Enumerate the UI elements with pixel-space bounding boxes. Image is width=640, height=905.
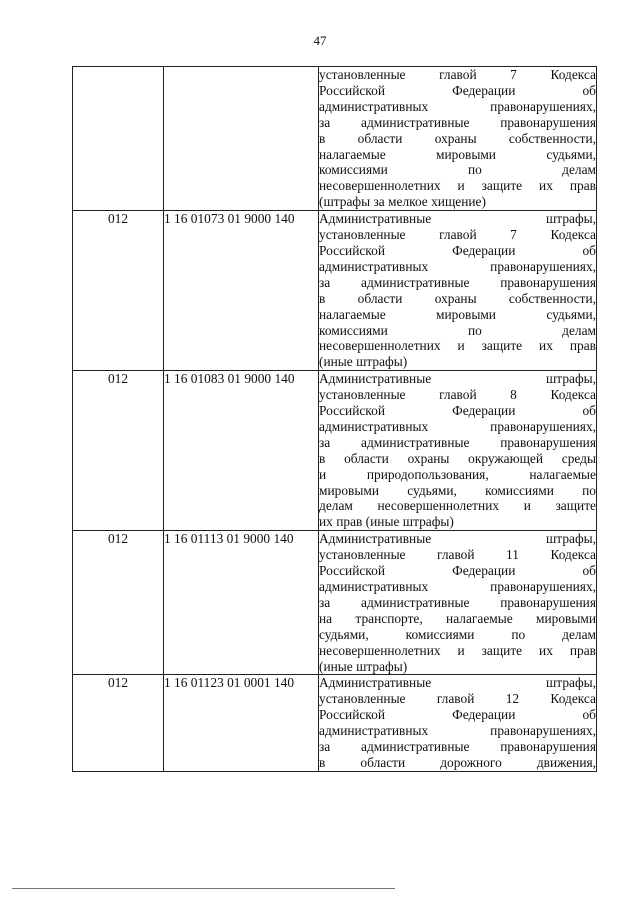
budget-classification-code-cell: 1 16 01073 01 9000 140: [164, 211, 319, 371]
admin-code-cell: [73, 67, 164, 211]
table-row: [73, 67, 597, 211]
revenue-description-cell: [319, 371, 597, 531]
description-line: (штрафы за мелкое хищение): [319, 194, 486, 210]
description-line: в области охраны окружающей среды: [319, 450, 596, 466]
description-line: административных правонарушениях,: [319, 418, 596, 434]
description-line: Административные штрафы,: [319, 211, 596, 227]
table-row: [73, 531, 597, 675]
description-line: административных правонарушениях,: [319, 579, 596, 594]
admin-code-cell: 012: [73, 675, 164, 771]
description-line: мировыми судьями, комиссиями по: [319, 482, 596, 498]
description-line: установленные главой 11 Кодекса: [319, 547, 596, 563]
description-line: Административные штрафы,: [319, 675, 596, 691]
description-line: их прав (иные штрафы): [319, 514, 454, 530]
description-line: за административные правонарушения: [319, 114, 596, 130]
description-line: за административные правонарушения: [319, 274, 596, 290]
description-line: несовершеннолетних и защите их прав: [319, 642, 596, 658]
description-line: в области охраны собственности,: [319, 290, 596, 306]
table-row: [73, 211, 597, 371]
budget-classification-code-cell: 1 16 01083 01 9000 140: [164, 371, 319, 531]
description-line: комиссиями по делам: [319, 162, 596, 178]
description-line: (иные штрафы): [319, 354, 408, 370]
budget-classification-code-cell: 1 16 01113 01 9000 140: [164, 531, 319, 675]
description-line: в области охраны собственности,: [319, 130, 596, 146]
revenue-description-cell: [319, 531, 597, 675]
description-line: Административные штрафы,: [319, 531, 596, 547]
description-line: установленные главой 7 Кодекса: [319, 227, 596, 243]
description-line: установленные главой 12 Кодекса: [319, 691, 596, 707]
description-line: (иные штрафы): [319, 658, 408, 674]
table-row: [73, 675, 597, 771]
description-line: установленные главой 8 Кодекса: [319, 387, 596, 403]
description-line: Российской Федерации об: [319, 707, 596, 723]
description-line: установленные главой 7 Кодекса: [319, 67, 596, 82]
description-line: административных правонарушениях,: [319, 258, 596, 274]
revenue-description-cell: [319, 211, 597, 371]
description-line: Российской Федерации об: [319, 563, 596, 579]
description-line: за административные правонарушения: [319, 434, 596, 450]
description-line: Административные штрафы,: [319, 371, 596, 387]
description-line: и природопользования, налагаемые: [319, 466, 596, 482]
description-line: административных правонарушениях,: [319, 98, 596, 114]
description-line: административных правонарушениях,: [319, 723, 596, 739]
description-line: за административные правонарушения: [319, 594, 596, 610]
description-line: налагаемые мировыми судьями,: [319, 146, 596, 162]
admin-code-cell: 012: [73, 211, 164, 371]
description-line: делам несовершеннолетних и защите: [319, 498, 596, 514]
page-number: 47: [313, 33, 327, 48]
budget-classification-code-cell: [164, 67, 319, 211]
table-row: [73, 371, 597, 531]
description-line: Российской Федерации об: [319, 242, 596, 258]
admin-code-cell: 012: [73, 531, 164, 675]
description-line: за административные правонарушения: [319, 739, 596, 755]
description-line: комиссиями по делам: [319, 322, 596, 338]
budget-codes-table: [72, 66, 597, 772]
description-line: в области дорожного движения,: [319, 754, 596, 770]
description-line: несовершеннолетних и защите их прав: [319, 338, 596, 354]
description-line: налагаемые мировыми судьями,: [319, 306, 596, 322]
revenue-description-cell: [319, 67, 597, 211]
description-line: судьями, комиссиями по делам: [319, 626, 596, 642]
revenue-description-cell: [319, 675, 597, 771]
description-line: на транспорте, налагаемые мировыми: [319, 610, 596, 626]
admin-code-cell: 012: [73, 371, 164, 531]
description-line: Российской Федерации об: [319, 403, 596, 419]
budget-classification-code-cell: 1 16 01123 01 0001 140: [164, 675, 319, 771]
description-line: Российской Федерации об: [319, 82, 596, 98]
footer-rule: [12, 888, 395, 889]
description-line: несовершеннолетних и защите их прав: [319, 178, 596, 194]
